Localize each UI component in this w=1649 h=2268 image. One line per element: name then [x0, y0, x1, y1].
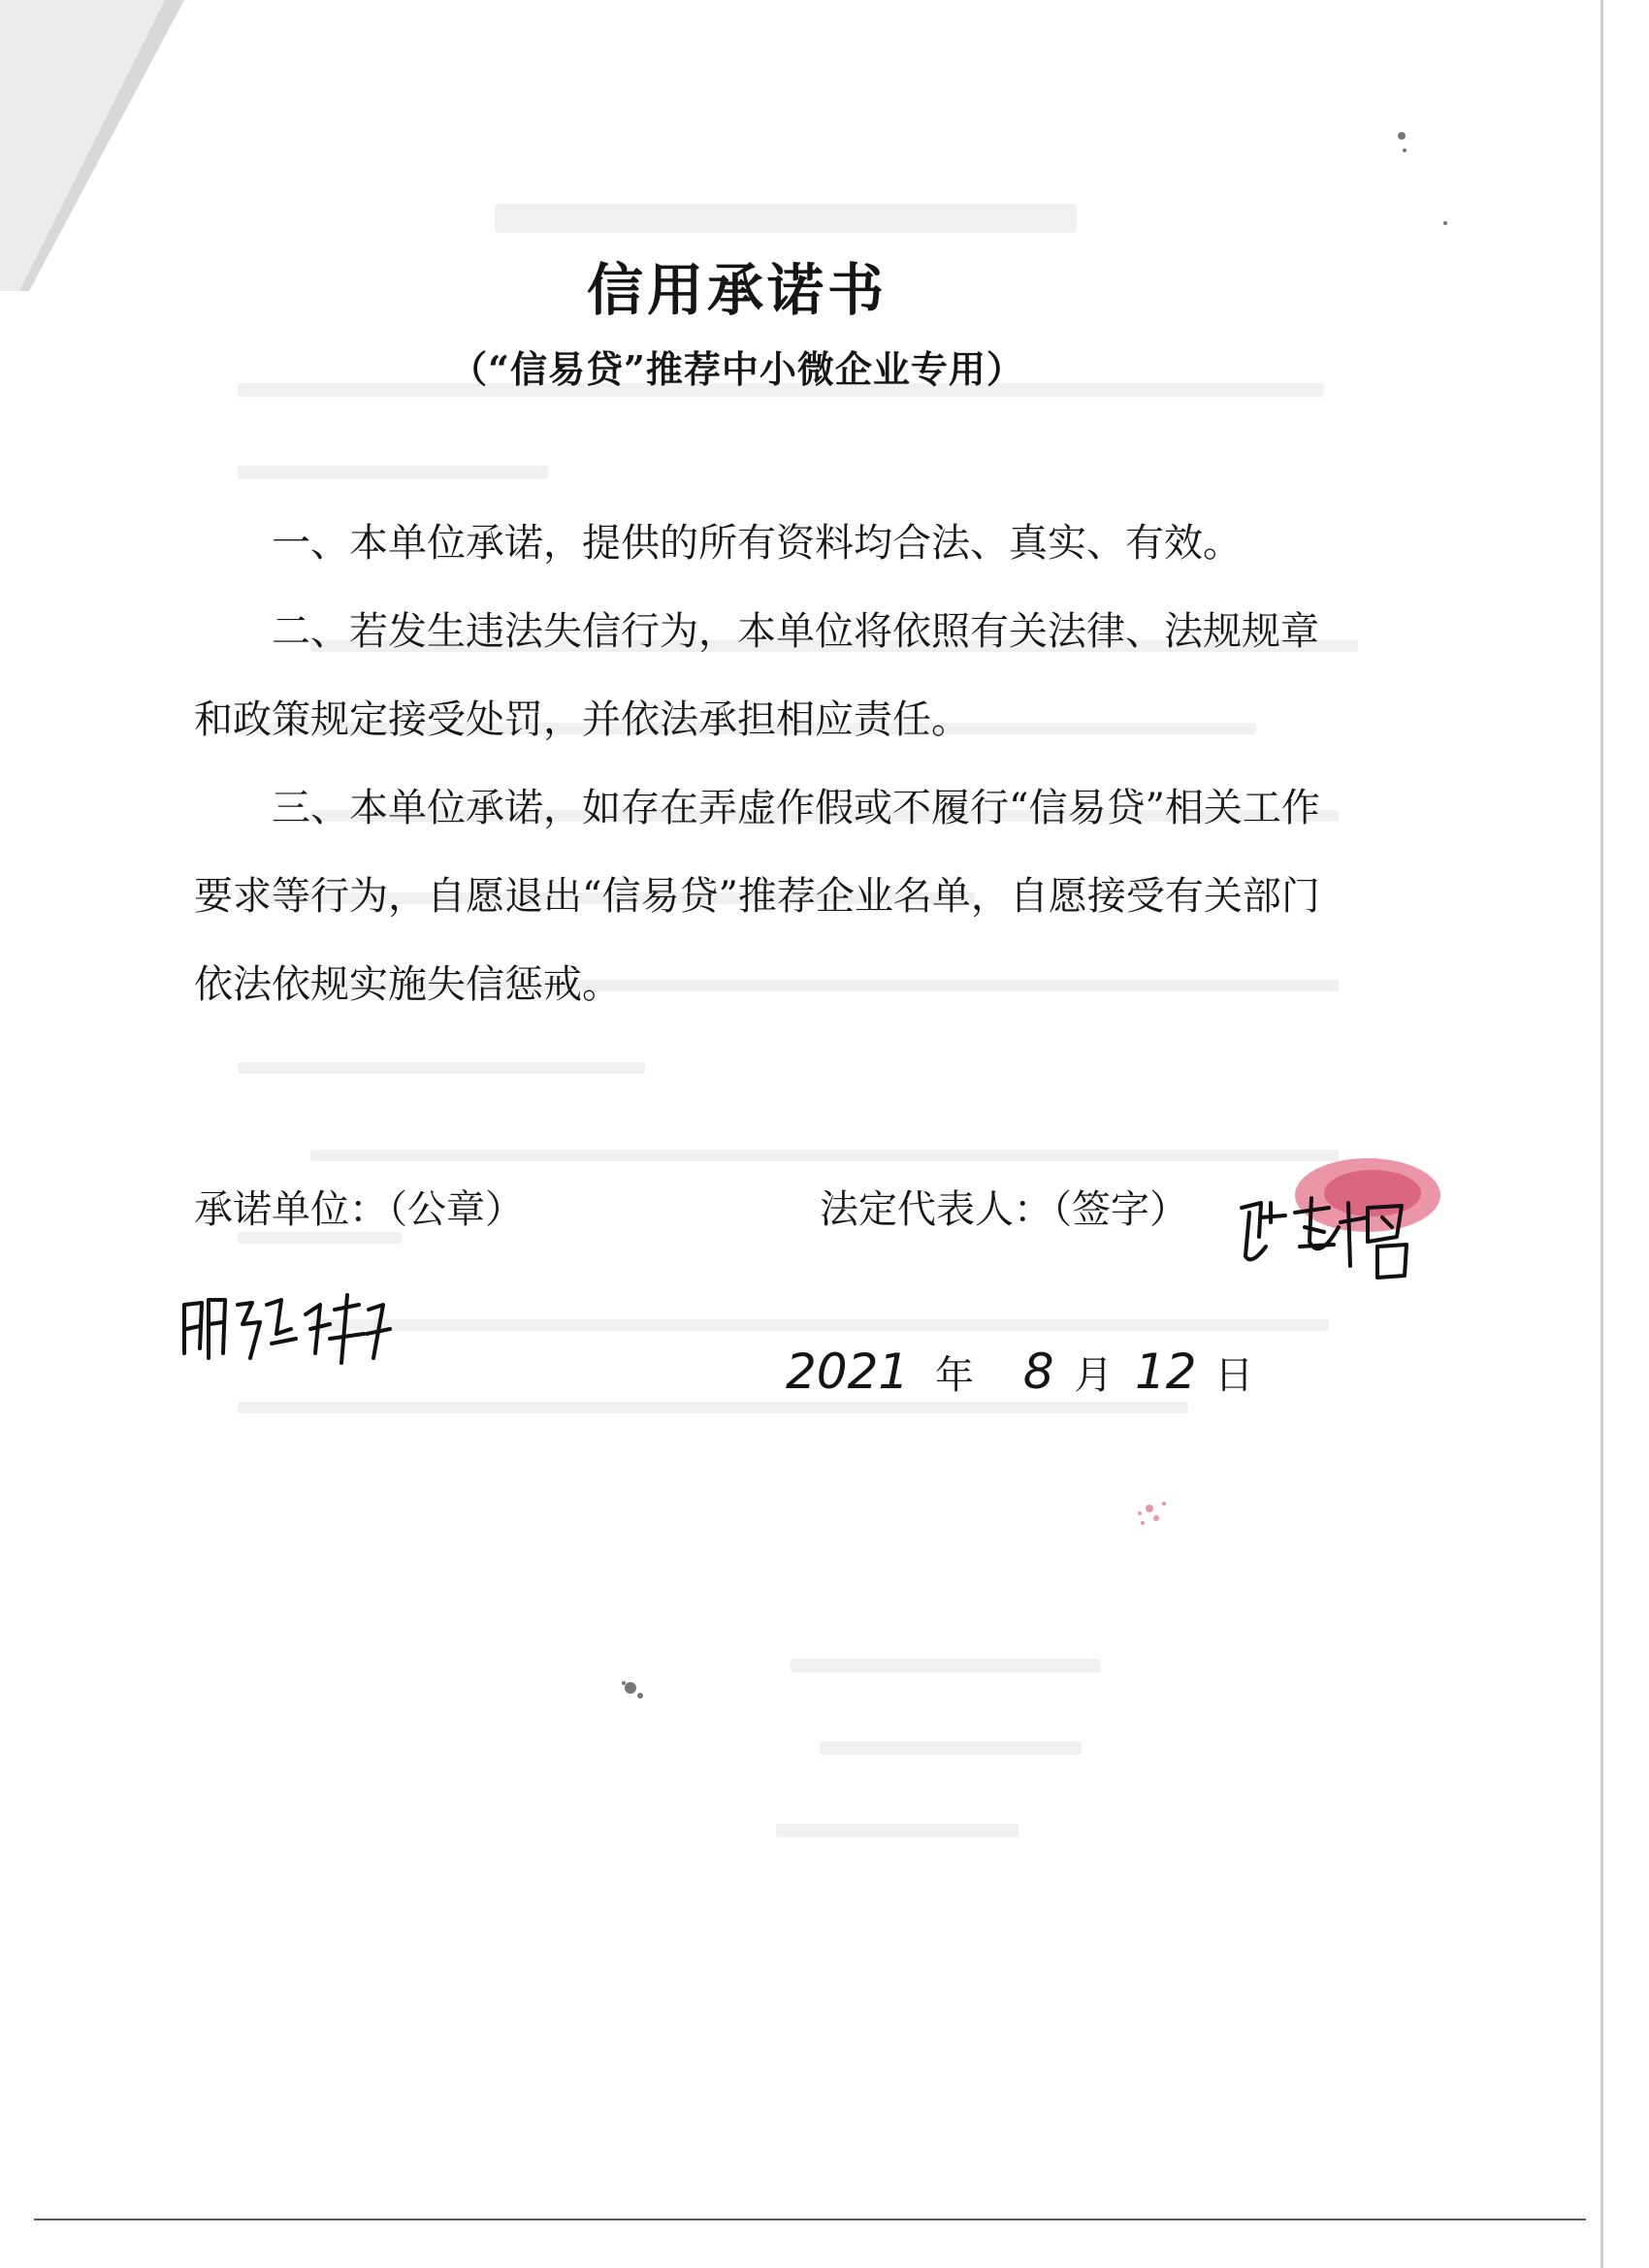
representative-handwritten-signature: [1232, 1188, 1426, 1295]
commitment-clause-2: 二、若发生违法失信行为，本单位将依照有关法律、法规规章和政策规定接受处罚，并依法承担相应责任。: [194, 609, 1319, 742]
unit-handwritten-signature: [175, 1285, 398, 1373]
date-month: 8: [1022, 1344, 1054, 1400]
date-year: 2021: [786, 1344, 910, 1400]
document-title: 信用承诺书: [586, 257, 888, 323]
representative-signature-label: 法定代表人：（签字）: [820, 1187, 1188, 1232]
red-ink-speckles: [1138, 1502, 1166, 1525]
page-edge: [1600, 0, 1603, 2268]
commitment-clause-1: 一、本单位承诺，提供的所有资料均合法、真实、有效。: [272, 521, 1242, 566]
scan-bottom-edge: [34, 2219, 1586, 2220]
date-day-unit: 日: [1214, 1353, 1254, 1398]
date-year-unit: 年: [934, 1353, 974, 1398]
seal-fragment: [1295, 1158, 1440, 1232]
document-subtitle: （“信易贷”推荐中小微企业专用）: [450, 347, 1024, 391]
commitment-body: [194, 500, 1339, 1029]
date-day: 12: [1134, 1344, 1197, 1400]
commitment-clause-3: 三、本单位承诺，如存在弄虚作假或不履行“信易贷”相关工作要求等行为，自愿退出“信易贷”推荐企业名单，自愿接受有关部门依法依规实施失信惩戒。: [194, 786, 1320, 1007]
date-month-unit: 月: [1074, 1353, 1114, 1398]
unit-seal-label: 承诺单位：（公章）: [194, 1187, 524, 1232]
commitment-date: [786, 1344, 1253, 1400]
